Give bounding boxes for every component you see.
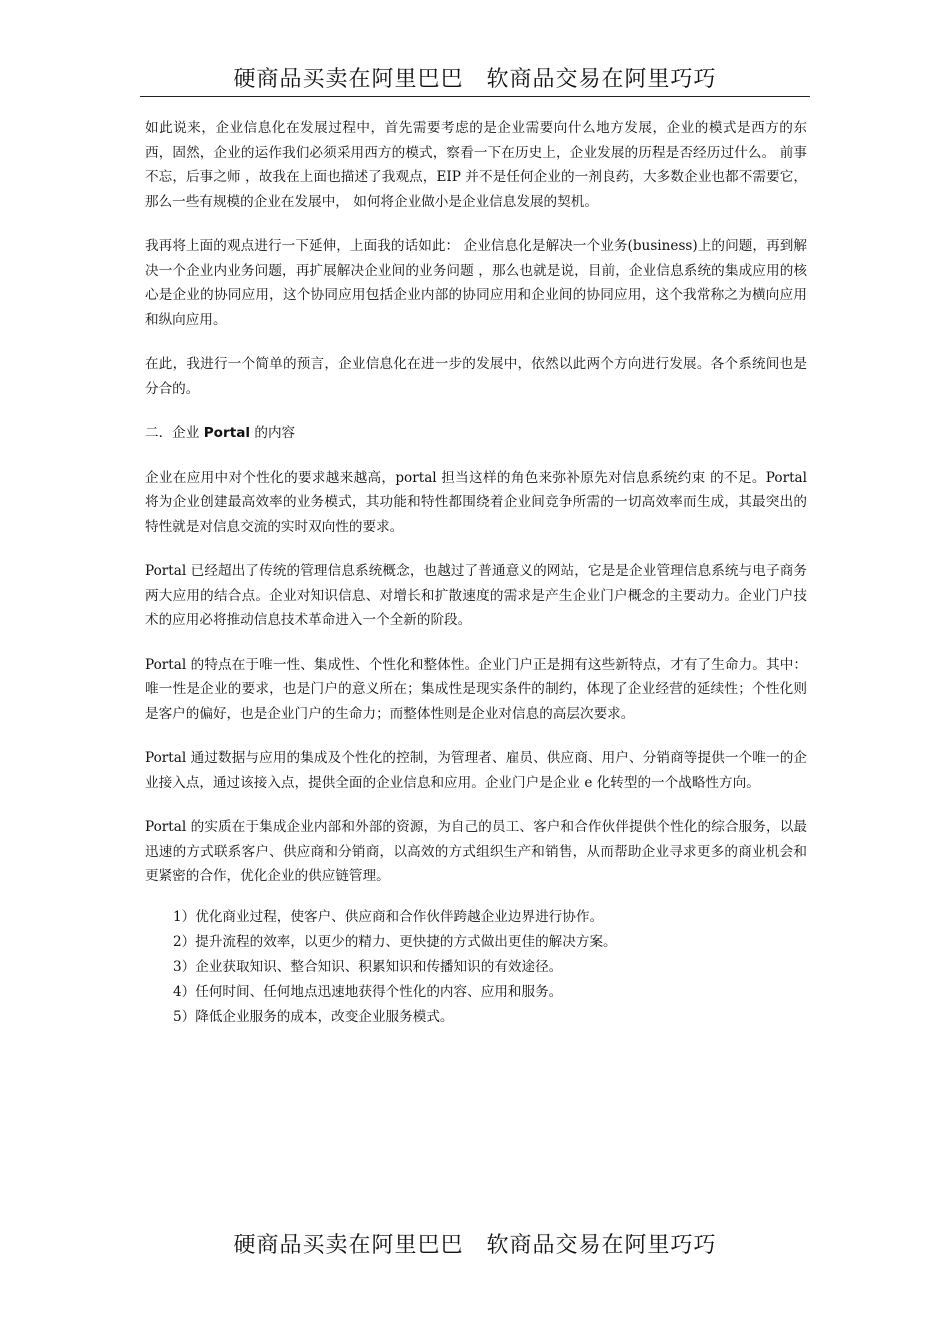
paragraph: Portal 的特点在于唯一性、集成性、个性化和整体性。企业门户正是拥有这些新特点，才有了生命力。其中：唯一性是企业的要求，也是门户的意义所在；集成性是现实条件的制约，体现了企业经营的延续性；个性化则是客户的偏好，也是企业门户的生命力；而整体性则是企业对信息的高层次要求。 [145,656,807,722]
paragraph: 在此，我进行一个简单的预言，企业信息化在进一步的发展中，依然以此两个方向进行发展。各个系统间也是分合的。 [145,356,807,397]
section-prefix: 二．企业 [145,425,204,441]
paragraph: Portal 通过数据与应用的集成及个性化的控制，为管理者、雇员、供应商、用户、分销商等提供一个唯一的企业接入点，通过该接入点，提供全面的企业信息和应用。企业门户是企业 e 化转型的一个战略性方向。 [145,750,807,791]
list-item: 5）降低企业服务的成本，改变企业服务模式。 [173,1008,454,1025]
paragraph: 我再将上面的观点进行一下延伸，上面我的话如此： 企业信息化是解决一个业务(business)上的问题，再到解决一个企业内业务问题，再扩展解决企业间的业务问题 ，那么也就是说，目前，企业信息系统的集成应用的核心是企业的协同应用，这个协同应用包括企业内部的协同应用和企业间的协同应用，这个我常称之为横向应用和纵向应用。 [145,238,807,328]
list-item: 3）企业获取知识、整合知识、积累知识和传播知识的有效途径。 [173,958,563,975]
paragraph: 如此说来，企业信息化在发展过程中，首先需要考虑的是企业需要向什么地方发展，企业的模式是西方的东西，固然，企业的运作我们必须采用西方的模式，察看一下在历史上，企业发展的历程是否经历过什么。 前事不忘，后事之师 ，故我在上面也描述了我观点，EIP 并不是任何企业的一剂良药，大多数企业也都不需要它，那么一些有规模的企业在发展中， 如何将企业做小是企业信息发展的契机。 [145,120,807,210]
paragraph: 企业在应用中对个性化的要求越来越高，portal 担当这样的角色来弥补原先对信息系统约束 的不足。Portal 将为企业创建最高效率的业务模式，其功能和特性都围绕着企业间竞争所需的一切高效率而生成，其最突出的特性就是对信息交流的实时双向性的要求。 [145,469,807,535]
document-body [145,116,807,1030]
page-header: 硬商品买卖在阿里巴巴 软商品交易在阿里巧巧 [233,67,717,92]
paragraph: Portal 已经超出了传统的管理信息系统概念，也越过了普通意义的网站，它是是企业管理信息系统与电子商务两大应用的结合点。企业对知识信息、对增长和扩散速度的需求是产生企业门户概念的主要动力。企业门户技术的应用必将推动信息技术革命进入一个全新的阶段。 [145,563,807,628]
section-suffix: 的内容 [250,425,296,441]
list-item: 4）任何时间、任何地点迅速地获得个性化的内容、应用和服务。 [173,983,563,1000]
paragraph: Portal 的实质在于集成企业内部和外部的资源，为自己的员工、客户和合作伙伴提供个性化的综合服务，以最迅速的方式联系客户、供应商和分销商，以高效的方式组织生产和销售，从而帮助企业寻求更多的商业机会和更紧密的合作，优化企业的供应链管理。 [145,819,807,884]
page-footer: 硬商品买卖在阿里巴巴 软商品交易在阿里巧巧 [233,1233,717,1258]
list-item: 2）提升流程的效率，以更少的精力、更快捷的方式做出更佳的解决方案。 [173,933,617,950]
benefit-list [173,905,807,1030]
header-divider [140,96,810,97]
section-heading [145,421,807,446]
section-keyword: Portal [203,425,251,441]
list-item: 1）优化商业过程，使客户、供应商和合作伙伴跨越企业边界进行协作。 [173,908,604,925]
